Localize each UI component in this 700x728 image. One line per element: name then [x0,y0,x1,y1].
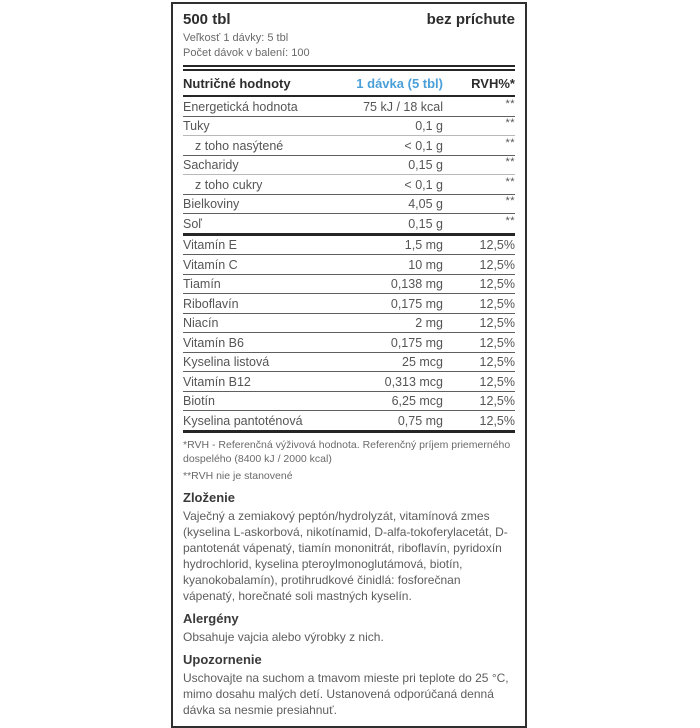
allergens-title: Alergény [183,610,239,626]
table-row [183,313,515,333]
servings-per-package: Počet dávok v balení: 100 [183,47,310,59]
row-value: 1,5 mg [404,238,443,252]
col-per-serving: 1 dávka (5 tbl) [356,76,443,91]
row-label: Niacín [183,316,219,330]
row-rvh: ** [505,97,515,110]
row-label: Vitamín E [183,238,237,252]
footnotes [183,438,515,483]
row-rvh: 12,5% [479,257,515,272]
flavor: bez príchute [426,11,515,28]
table-row [183,274,515,294]
row-label: z toho nasýtené [195,138,284,153]
row-label: Tuky [183,119,210,133]
row-value: 10 mg [408,257,443,272]
row-value: 75 kJ / 18 kcal [363,99,443,114]
footnote-rvh-not-set: **RVH nie je stanovené [183,469,293,482]
row-value: 0,75 mg [397,413,443,428]
row-label: Biotín [183,394,215,408]
row-rvh: 12,5% [479,277,515,291]
table-row [183,332,515,352]
label-header [183,9,515,31]
table-row [183,97,515,116]
allergens-text: Obsahuje vajcia alebo výrobky z nich. [183,629,384,644]
row-value: 0,175 mg [390,296,443,311]
row-label: Kyselina pantoténová [183,413,303,428]
row-value: 2 mg [415,316,443,330]
nutrition-table-body [183,97,515,433]
row-label: Riboflavín [183,296,239,311]
tablet-count: 500 tbl [183,11,231,28]
table-row [183,352,515,372]
row-rvh: 12,5% [479,413,515,428]
row-value: 4,05 g [408,197,443,211]
row-rvh: ** [505,214,515,227]
col-nutrition-values: Nutričné hodnoty [183,76,291,91]
table-row [183,293,515,313]
ingredients-title: Zloženie [183,489,236,505]
row-value: 0,15 g [408,216,443,231]
warning-title: Upozornenie [183,651,262,667]
table-row [183,174,515,194]
row-label: Vitamín B12 [183,374,251,389]
table-row [183,391,515,411]
col-rvh: RVH%* [471,76,515,91]
row-rvh: ** [505,175,515,188]
row-value: 0,1 g [415,119,443,133]
row-rvh: ** [505,156,515,168]
row-rvh: ** [505,136,515,149]
table-header-row [183,71,515,97]
row-rvh: ** [505,195,515,207]
row-label: z toho cukry [195,177,263,192]
row-value: 0,175 mg [390,335,443,350]
table-row [183,213,515,233]
row-rvh: 12,5% [479,316,515,330]
row-value: 0,138 mg [390,277,443,291]
row-value: < 0,1 g [404,138,443,153]
row-value: < 0,1 g [404,177,443,192]
row-rvh: ** [505,117,515,129]
row-rvh: 12,5% [479,394,515,408]
row-rvh: 12,5% [479,296,515,311]
row-value: 6,25 mcg [391,394,443,408]
row-label: Bielkoviny [183,197,240,211]
table-row [183,254,515,274]
row-rvh: 12,5% [479,374,515,389]
serving-size: Veľkosť 1 dávky: 5 tbl [183,32,289,44]
nutrition-label [171,2,527,728]
ingredients-text: Vaječný a zemiakový peptón/hydrolyzát, vitamínová zmes (kyselina L-askorbová, nikotínamid, D-alfa-tokoferylacetát, D-pantotenát vápenatý, tiamín mononitrát, riboflavín, pyridoxín hydrochlorid, kyselina pteroylmonoglutámová, biotín, kyanokobalamín), protihrudkové činidlá: fosforečnan vápenatý, horečnaté soli mastných kyselín. [183,508,508,603]
row-label: Vitamín B6 [183,335,244,350]
row-label: Energetická hodnota [183,99,298,114]
row-value: 0,313 mcg [384,374,443,389]
table-row [183,233,515,255]
table-row [183,135,515,155]
row-label: Sacharidy [183,158,239,172]
table-row [183,155,515,175]
row-label: Tiamín [183,277,221,291]
warning-text: Uschovajte na suchom a tmavom mieste pri teplote do 25 °C, mimo dosahu malých detí. Ustanovená odporúčaná denná dávka sa nesmie presiahnuť. [183,670,509,717]
table-row [183,194,515,214]
row-rvh: 12,5% [479,335,515,350]
row-rvh: 12,5% [479,355,515,369]
table-row [183,371,515,391]
footnote-rvh-definition: *RVH - Referenčná výživová hodnota. Referenčný príjem priemerného dospelého (8400 kJ / 2000 kcal) [183,438,511,465]
row-label: Kyselina listová [183,355,270,369]
row-label: Soľ [183,216,202,231]
row-value: 0,15 g [408,158,443,172]
row-rvh: 12,5% [479,238,515,252]
table-row [183,410,515,430]
table-row [183,116,515,136]
row-value: 25 mcg [402,355,443,369]
row-label: Vitamín C [183,257,238,272]
